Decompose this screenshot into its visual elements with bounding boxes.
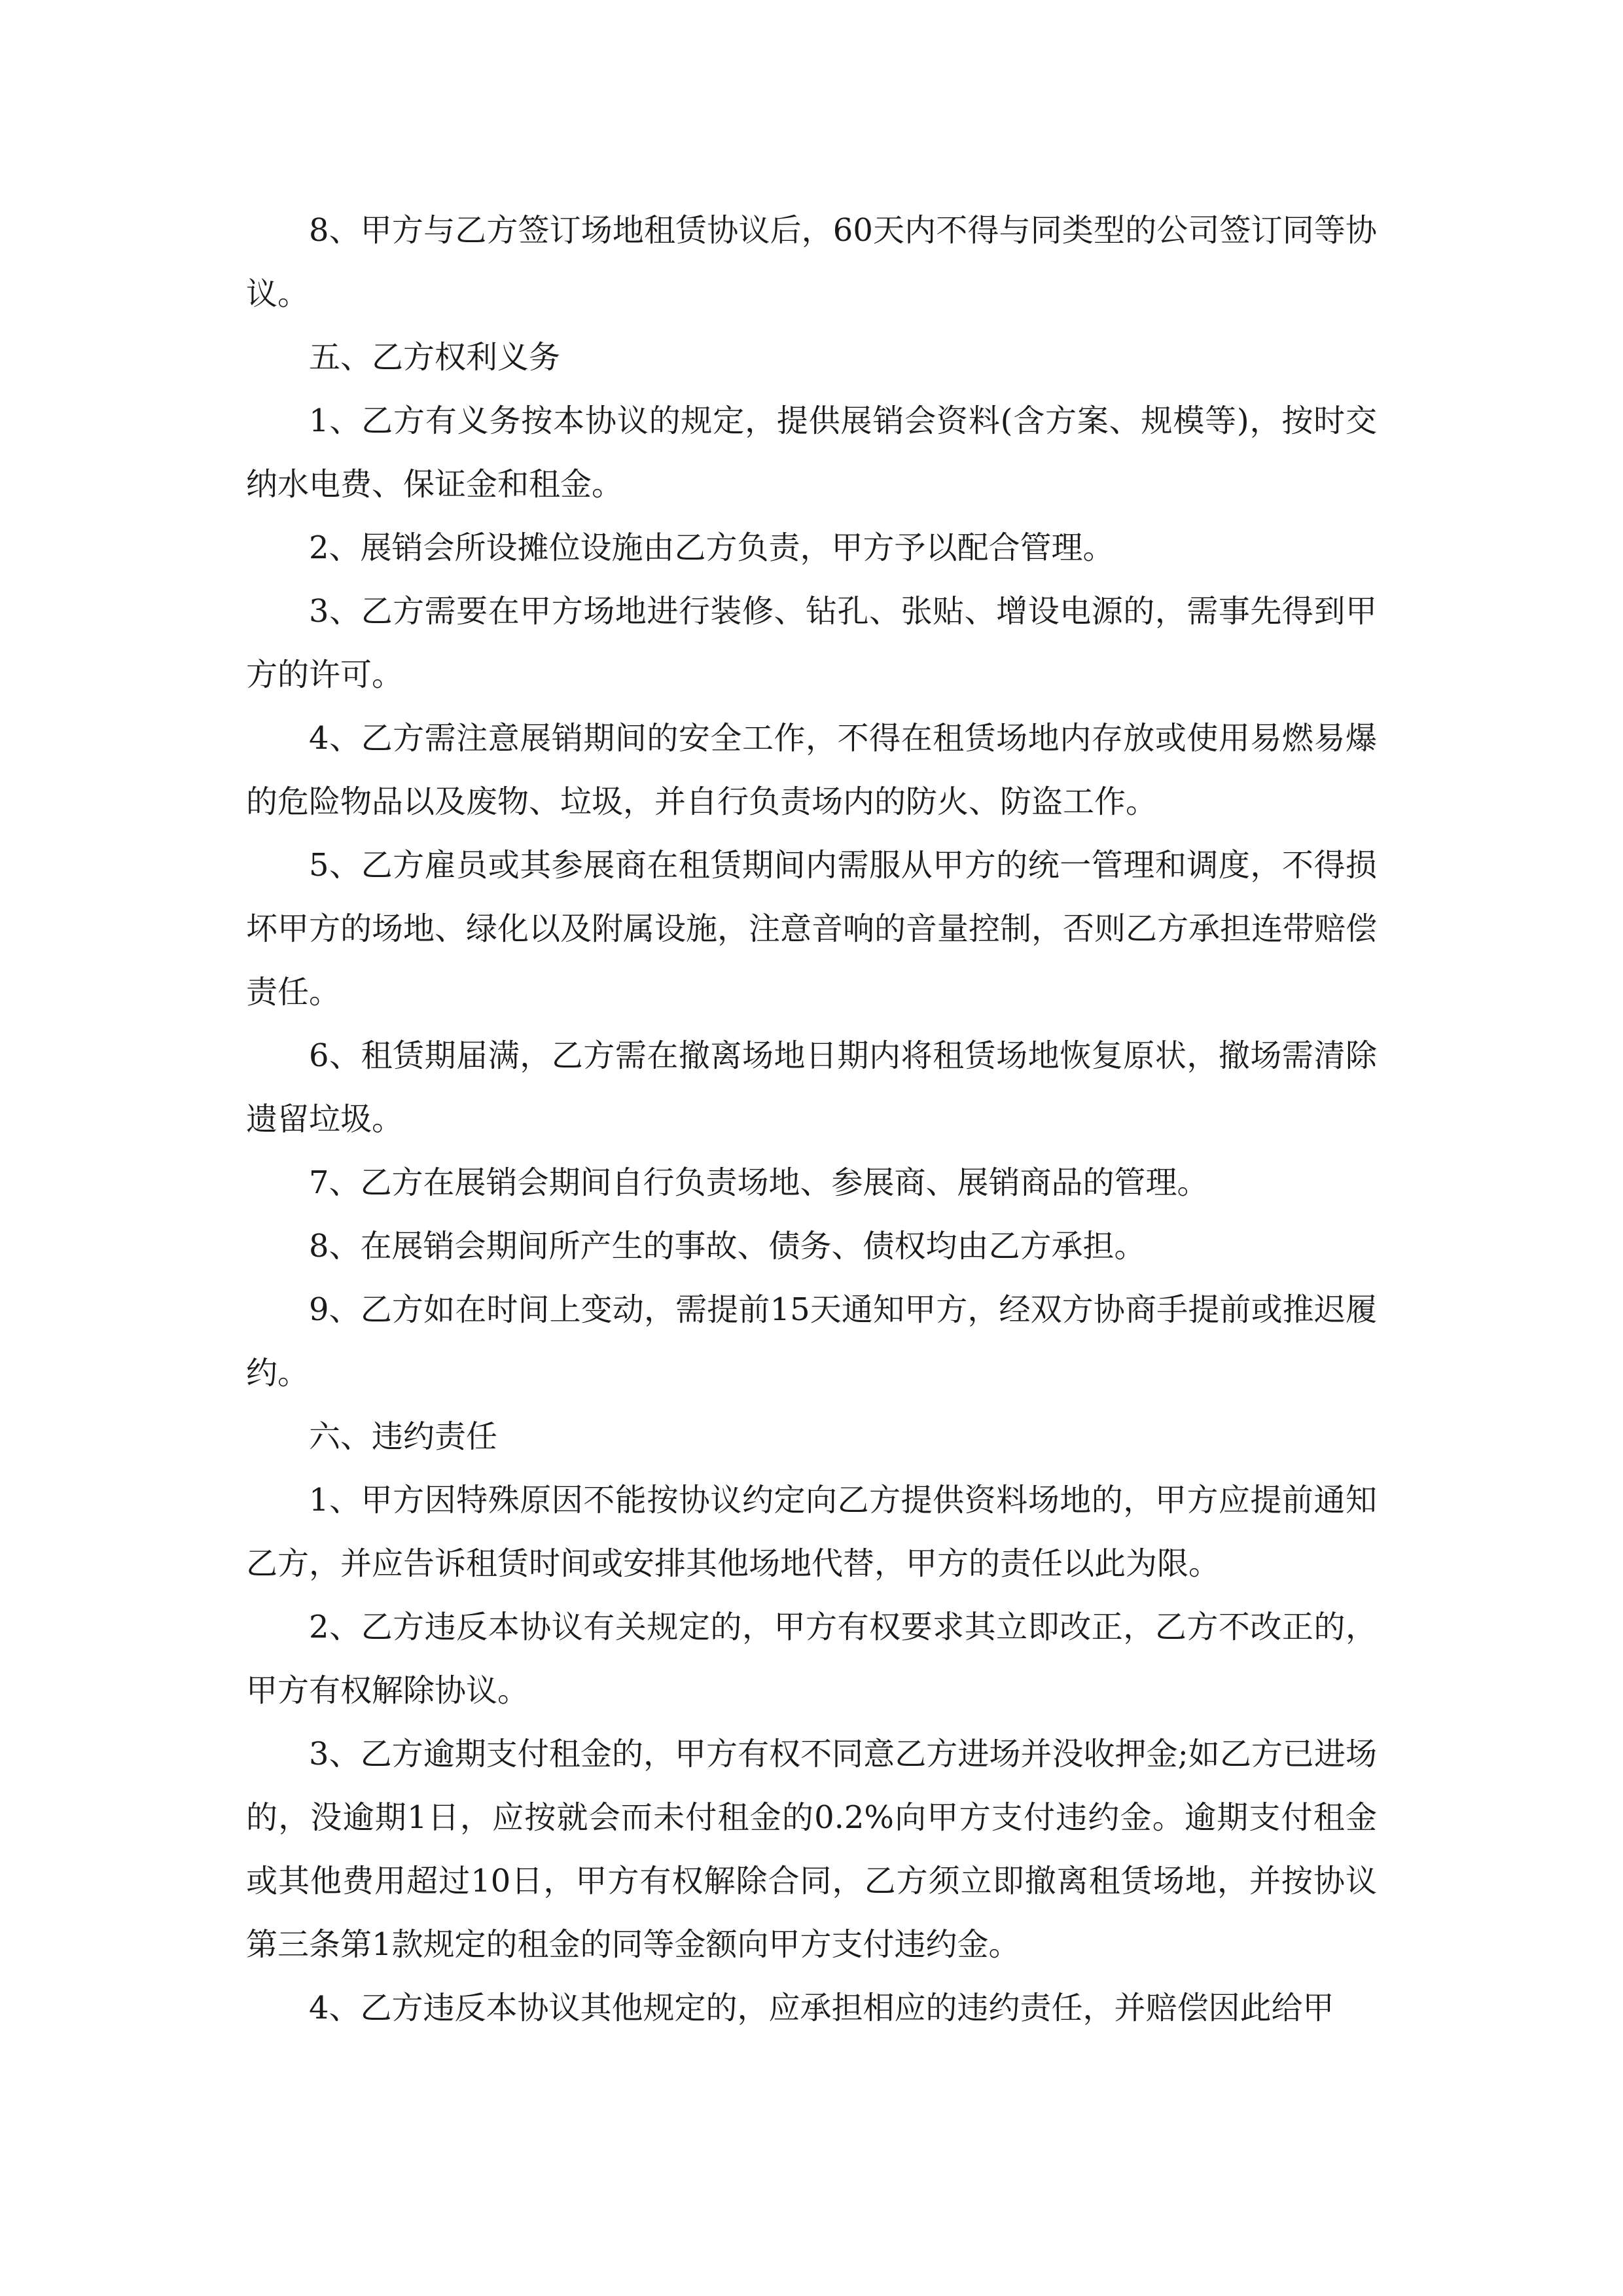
clause-7-party-b: 7、乙方在展销会期间自行负责场地、参展商、展销商品的管理。	[309, 1164, 1209, 1201]
clause-9-party-b: 9、乙方如在时间上变动，需提前15天通知甲方，经双方协商手提前或推迟履约。	[246, 1291, 1377, 1391]
clause-3-party-b: 3、乙方需要在甲方场地进行装修、钻孔、张贴、增设电源的，需事先得到甲方的许可。	[246, 593, 1377, 693]
clause-4-liability: 4、乙方违反本协议其他规定的，应承担相应的违约责任，并赔偿因此给甲	[309, 1990, 1334, 2026]
clause-1-liability: 1、甲方因特殊原因不能按协议约定向乙方提供资料场地的，甲方应提前通知乙方，并应告诉租赁时间或安排其他场地代替，甲方的责任以此为限。	[246, 1482, 1377, 1582]
section-heading-liability: 六、违约责任	[309, 1418, 498, 1455]
clause-2-party-b: 2、展销会所设摊位设施由乙方负责，甲方予以配合管理。	[309, 529, 1115, 566]
clause-5-party-b: 5、乙方雇员或其参展商在租赁期间内需服从甲方的统一管理和调度，不得损坏甲方的场地、绿化以及附属设施，注意音响的音量控制，否则乙方承担连带赔偿责任。	[246, 847, 1378, 1011]
clause-3-liability: 3、乙方逾期支付租金的，甲方有权不同意乙方进场并没收押金;如乙方已进场的，没逾期1日，应按就会而未付租金的0.2%向甲方支付违约金。逾期支付租金或其他费用超过10日，甲方有权解除合同，乙方须立即撤离租赁场地，并按协议第三条第1款规定的租金的同等金额向甲方支付违约金。	[246, 1736, 1377, 1963]
document-body	[246, 199, 1377, 2040]
clause-8-party-b: 8、在展销会期间所产生的事故、债务、债权均由乙方承担。	[309, 1228, 1146, 1265]
clause-1-party-b: 1、乙方有义务按本协议的规定，提供展销会资料(含方案、规模等)，按时交纳水电费、保证金和租金。	[246, 403, 1377, 503]
clause-6-party-b: 6、租赁期届满，乙方需在撤离场地日期内将租赁场地恢复原状，撤场需清除遗留垃圾。	[246, 1037, 1377, 1138]
clause-8-party-a: 8、甲方与乙方签订场地租赁协议后，60天内不得与同类型的公司签订同等协议。	[246, 212, 1377, 312]
section-heading-party-b-rights: 五、乙方权利义务	[309, 339, 561, 376]
clause-4-party-b: 4、乙方需注意展销期间的安全工作，不得在租赁场地内存放或使用易燃易爆的危险物品以及废物、垃圾，并自行负责场内的防火、防盗工作。	[246, 720, 1377, 820]
clause-2-liability: 2、乙方违反本协议有关规定的，甲方有权要求其立即改正，乙方不改正的，甲方有权解除协议。	[246, 1609, 1377, 1709]
